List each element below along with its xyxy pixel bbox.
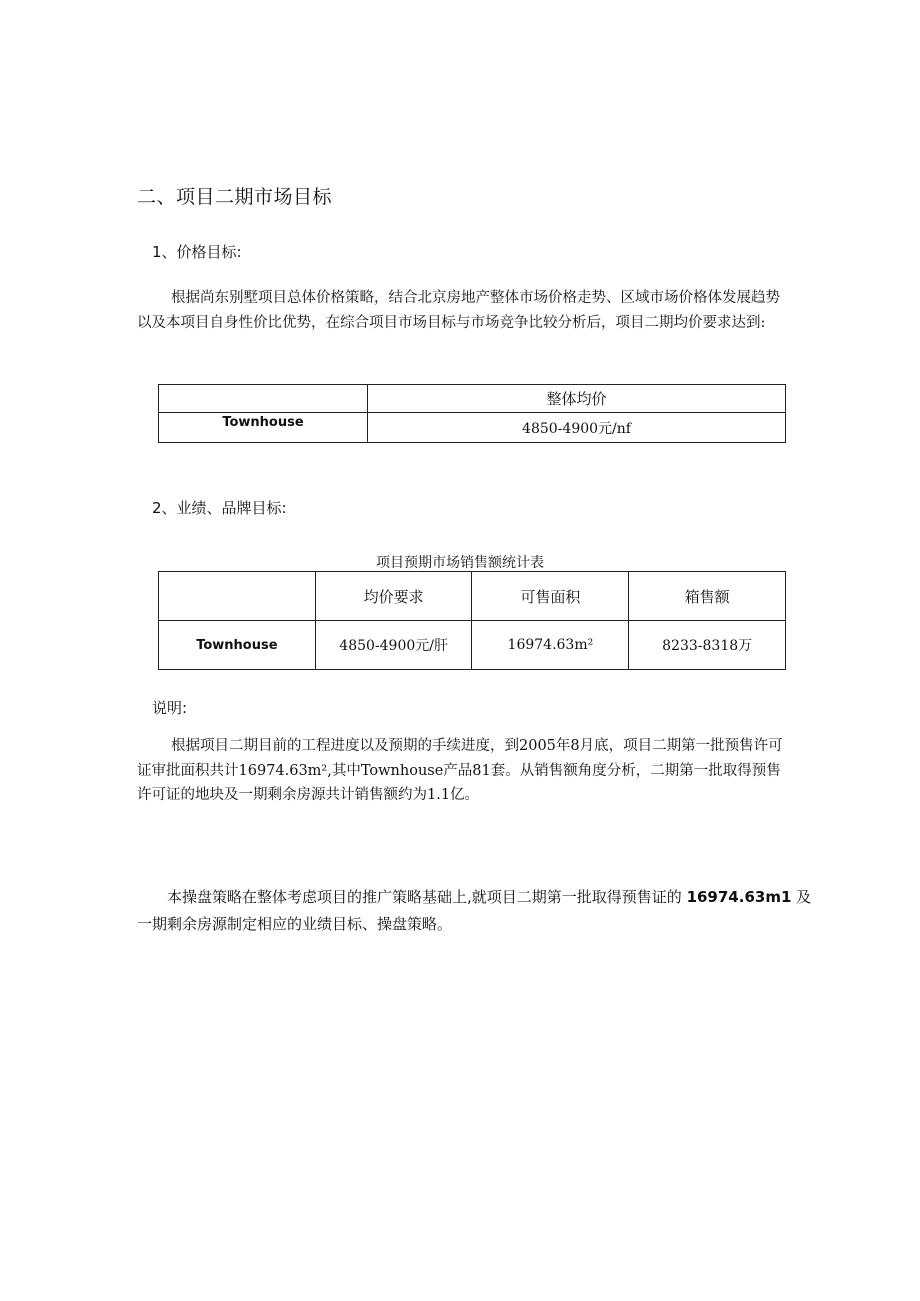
note-paragraph: 根据项目二期目前的工程进度以及预期的手续进度，到2005年8月底，项目二期第一批预售许可证审批面积共计16974.63m²,其中Townhouse产品81套。从销售额角度分析，二期第一批取得预售许可证的地块及一期剩余房源共计销售额约为1.1亿。	[137, 738, 783, 803]
table-cell-empty	[159, 572, 316, 621]
strategy-area-number: 16974.63m1	[686, 888, 792, 906]
table-cell-avg-price: 4850-4900元/肝	[315, 621, 472, 670]
price-target-paragraph: 根据尚东别墅项目总体价格策略，结合北京房地产整体市场价格走势、区域市场价格体发展趋势以及本项目自身性价比优势，在综合项目市场目标与市场竞争比较分析后，项目二期均价要求达到:	[137, 290, 780, 331]
table-row-label: Townhouse	[159, 621, 316, 670]
table-header-overall-price: 整体均价	[368, 385, 786, 413]
sales-table	[158, 571, 786, 670]
table-caption: 项目预期市场销售额统计表	[376, 555, 544, 571]
performance-target-heading: 2、业绩、品牌目标:	[152, 499, 287, 517]
table-cell-price: 4850-4900元/nf	[368, 413, 786, 443]
table-cell-empty	[159, 385, 368, 413]
table-row-label: Townhouse	[159, 413, 368, 443]
strategy-paragraph	[137, 884, 817, 938]
table-row	[159, 385, 786, 413]
strategy-text-before: 本操盘策略在整体考虑项目的推广策略基础上,就项目二期第一批取得预售证的	[167, 888, 682, 906]
table-cell-sales: 8233-8318万	[629, 621, 786, 670]
table-header-sales-amount: 箱售额	[629, 572, 786, 621]
price-target-heading: 1、价格目标:	[152, 243, 242, 261]
strategy-text-after: 及一期剩余房源制定相应的业绩目标、操盘策略。	[137, 888, 812, 933]
section-title: 二、项目二期市场目标	[137, 186, 333, 208]
table-cell-area: 16974.63m²	[472, 621, 629, 670]
table-row	[159, 621, 786, 670]
table-row	[159, 413, 786, 443]
table-row	[159, 572, 786, 621]
table-header-avg-price: 均价要求	[315, 572, 472, 621]
price-table	[158, 384, 786, 443]
note-label: 说明:	[152, 699, 188, 717]
table-header-saleable-area: 可售面积	[472, 572, 629, 621]
